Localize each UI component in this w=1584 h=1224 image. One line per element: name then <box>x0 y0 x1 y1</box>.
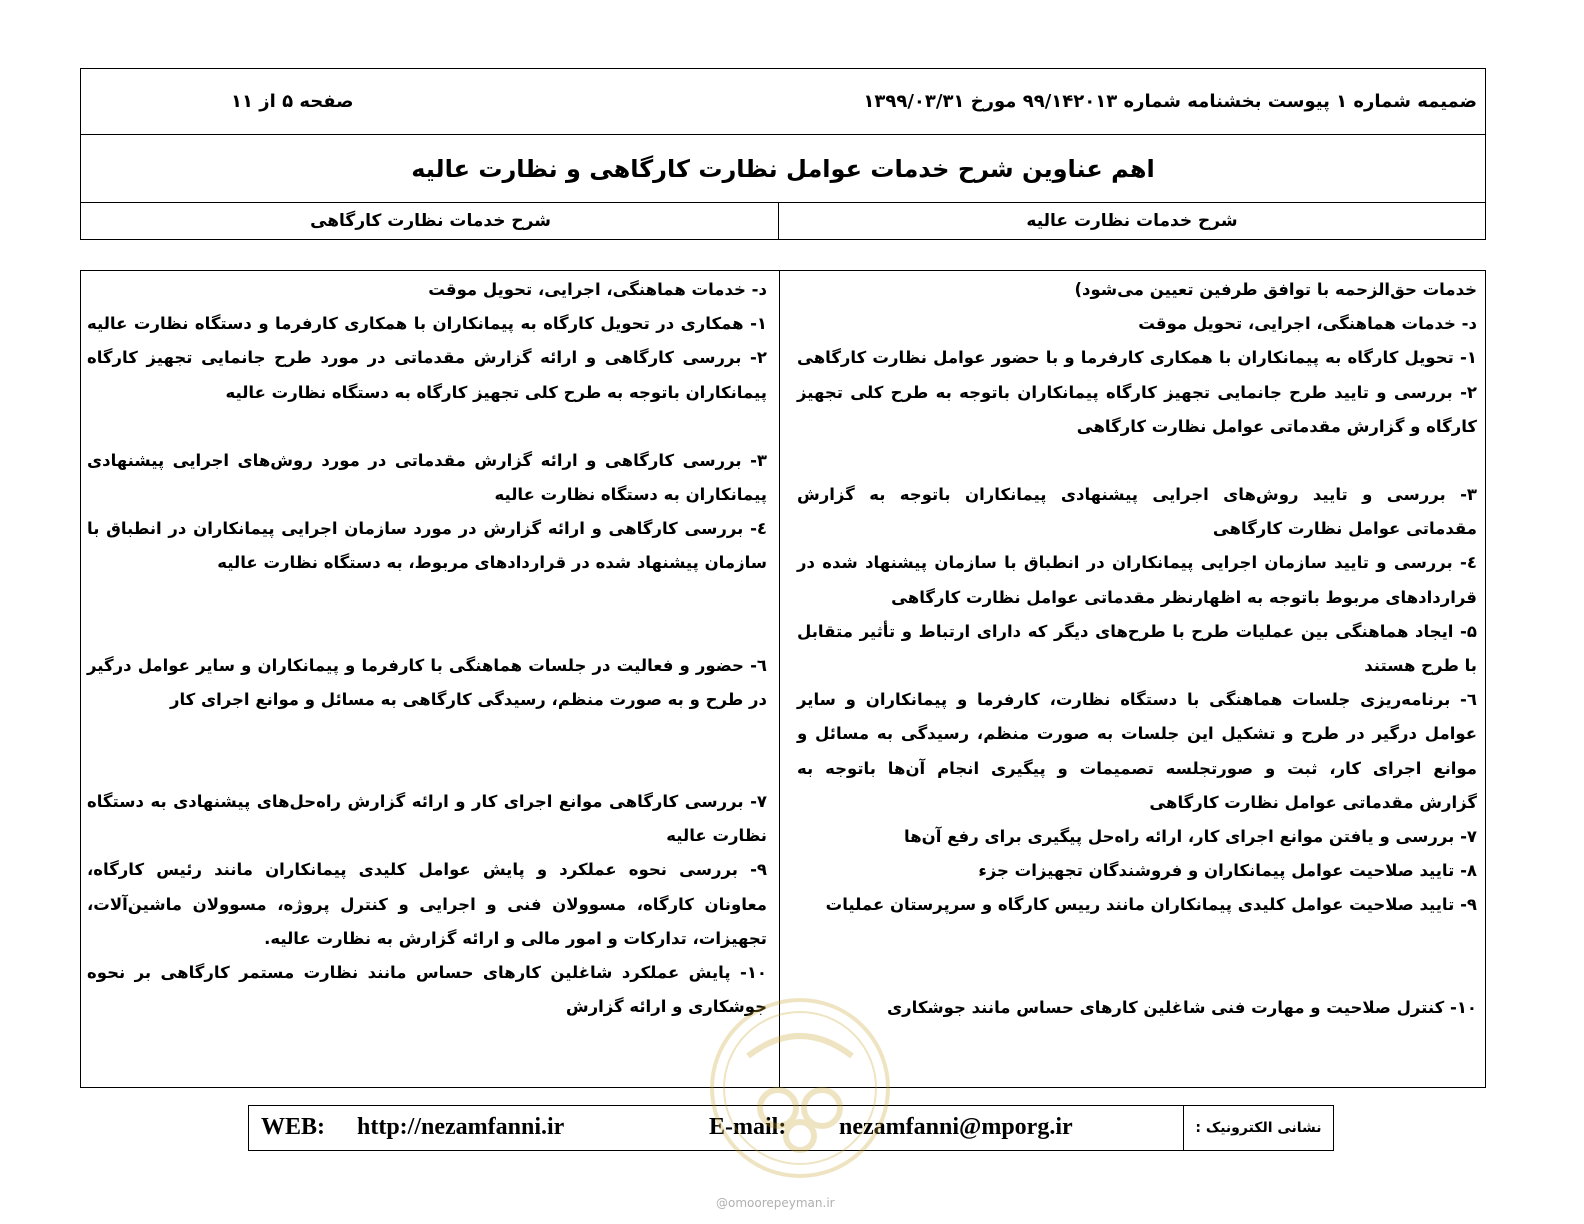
page-number: صفحه ۵ از ۱۱ <box>231 91 354 112</box>
header-row <box>81 69 1485 135</box>
text-line: ۸- تایید صلاحیت عوامل پیمانکاران و فروشندگان تجهیزات جزء <box>978 861 1477 881</box>
text-line: ۷- بررسی کارگاهی موانع اجرای کار و ارائه گزارش راه‌حل‌های پیشنهادی به دستگاه <box>87 792 767 812</box>
column-header-supreme-supervision: شرح خدمات نظارت عالیه <box>778 203 1485 239</box>
text-line: گزارش مقدماتی عوامل نظارت کارگاهی <box>1149 792 1477 812</box>
text-line: مقدماتی عوامل نظارت کارگاهی <box>1212 519 1477 539</box>
column-header-site-supervision: شرح خدمات نظارت کارگاهی <box>310 211 551 231</box>
text-line: تجهیزات، تدارکات و امور مالی و ارائه گزارش به نظارت عالیه. <box>264 928 767 948</box>
text-line: عوامل درگیر در طرح و تشکیل این جلسات به صورت منظم، رسیدگی به مسائل و <box>797 724 1477 744</box>
text-line: ٦- حضور و فعالیت در جلسات هماهنگی با کارفرما و پیمانکاران و سایر عوامل درگیر <box>87 655 767 675</box>
text-line: ۱- همکاری در تحویل کارگاه به پیمانکاران با همکاری کارفرما و دستگاه نظارت عالیه <box>87 314 767 334</box>
text-line: کارگاه و گزارش مقدماتی عوامل نظارت کارگاهی <box>1076 416 1477 436</box>
column-header-row <box>81 203 1485 239</box>
text-line: ٦- برنامه‌ریزی جلسات هماهنگی با دستگاه نظارت، کارفرما و پیمانکاران و سایر <box>797 690 1477 710</box>
column-divider <box>779 271 780 1087</box>
watermark-text: @omoorepeyman.ir <box>716 1196 835 1210</box>
text-line: د- خدمات هماهنگی، اجرایی، تحویل موقت <box>428 280 767 299</box>
electronic-address-label: نشانی الکترونیک : <box>1183 1106 1333 1150</box>
title-row <box>81 135 1485 203</box>
web-label: WEB: <box>261 1114 326 1140</box>
site-supervision-column <box>87 273 767 1024</box>
text-line: ٤- بررسی و تایید سازمان اجرایی پیمانکاران در انطباق با سازمان پیشنهاد شده در <box>797 553 1477 573</box>
text-line: جوشکاری و ارائه گزارش <box>565 997 767 1017</box>
text-line: ۹- بررسی نحوه عملکرد و پایش عوامل کلیدی پیمانکاران مانند رئیس کارگاه، <box>87 860 767 880</box>
text-line: سازمان پیشنهاد شده در قراردادهای مربوط، به دستگاه نظارت عالیه <box>217 553 767 573</box>
email-label: E-mail: <box>709 1114 787 1140</box>
text-line: ۷- بررسی و یافتن موانع اجرای کار، ارائه راه‌حل پیگیری برای رفع آن‌ها <box>904 827 1477 847</box>
text-line: ۱۰- کنترل صلاحیت و مهارت فنی شاغلین کارهای حساس مانند جوشکاری <box>887 997 1477 1017</box>
text-line: پیمانکاران باتوجه به طرح کلی تجهیز کارگاه به دستگاه نظارت عالیه <box>225 382 767 402</box>
supreme-supervision-column <box>797 273 1477 1025</box>
text-line: ۳- بررسی کارگاهی و ارائه گزارش مقدماتی در مورد روش‌های اجرایی پیشنهادی <box>87 450 767 470</box>
text-line: ۳- بررسی و تایید روش‌های اجرایی پیشنهادی پیمانکاران باتوجه به گزارش <box>797 485 1477 505</box>
document-reference: ضمیمه شماره ۱ پیوست بخشنامه شماره ۹۹/۱۴۲۰۱۳ مورخ ۱۳۹۹/۰۳/۳۱ <box>863 91 1477 112</box>
text-line: با طرح هستند <box>1364 656 1477 676</box>
text-line: ۲- بررسی کارگاهی و ارائه گزارش مقدماتی در مورد طرح جانمایی تجهیز کارگاه <box>87 348 767 368</box>
website-link[interactable]: http://nezamfanni.ir <box>357 1114 565 1140</box>
text-line: قراردادهای مربوط باتوجه به اظهارنظر مقدماتی عوامل نظارت کارگاهی <box>891 587 1477 607</box>
gear-seal-logo-icon <box>708 996 892 1180</box>
text-line: موانع اجرای کار، ثبت و صورتجلسه تصمیمات و پیگیری انجام آن‌ها باتوجه به <box>797 758 1477 778</box>
text-line: ٤- بررسی کارگاهی و ارائه گزارش در مورد سازمان اجرایی پیمانکاران در انطباق با <box>87 519 767 539</box>
header-table <box>80 68 1486 240</box>
text-line: ۹- تایید صلاحیت عوامل کلیدی پیمانکاران مانند رییس کارگاه و سرپرستان عملیات <box>825 895 1477 915</box>
text-line: در طرح و به صورت منظم، رسیدگی کارگاهی به مسائل و موانع اجرای کار <box>169 689 767 709</box>
services-table <box>80 270 1486 1088</box>
text-line: خدمات حق‌الزحمه با توافق طرفین تعیین می‌شود) <box>1074 280 1477 299</box>
text-line: ۲- بررسی و تایید طرح جانمایی تجهیز کارگاه پیمانکاران باتوجه به طرح کلی تجهیز <box>797 382 1477 402</box>
text-line: معاونان کارگاه، مسوولان فنی و اجرایی و کنترل پروژه، مسوولان ماشین‌آلات، <box>87 894 767 914</box>
page-title: اهم عناوین شرح خدمات عوامل نظارت کارگاهی و نظارت عالیه <box>411 155 1155 183</box>
text-line: ۱- تحویل کارگاه به پیمانکاران با همکاری کارفرما و با حضور عوامل نظارت کارگاهی <box>797 348 1477 368</box>
text-line: نظارت عالیه <box>666 826 767 846</box>
text-line: پیمانکاران به دستگاه نظارت عالیه <box>494 485 767 505</box>
text-line: د- خدمات هماهنگی، اجرایی، تحویل موقت <box>1138 314 1477 334</box>
text-line: ۱۰- پایش عملکرد شاغلین کارهای حساس مانند نظارت مستمر کارگاهی بر نحوه <box>87 963 767 983</box>
text-line: ۵- ایجاد هماهنگی بین عملیات طرح با طرح‌های دیگر که دارای ارتباط و تأثیر متقابل <box>797 621 1477 641</box>
email-link[interactable]: nezamfanni@mporg.ir <box>839 1114 1073 1140</box>
